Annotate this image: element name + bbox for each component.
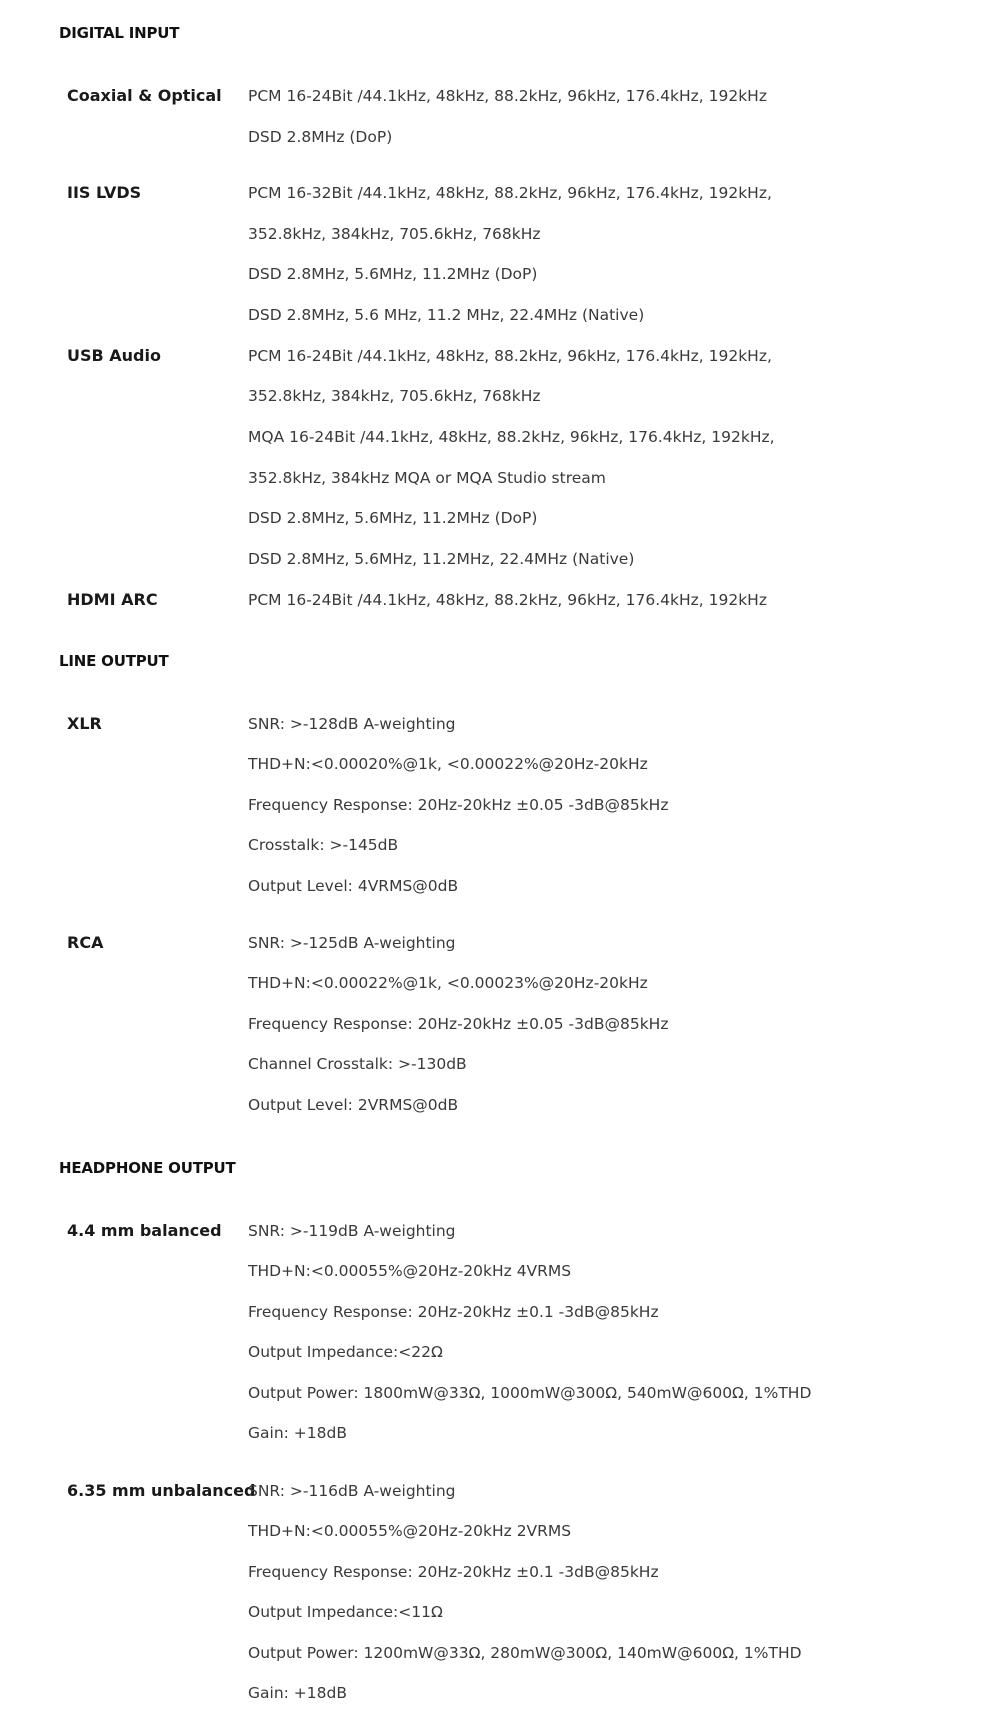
spec-line: DSD 2.8MHz, 5.6MHz, 11.2MHz (DoP) (248, 265, 538, 283)
spec-line: Output Power: 1800mW@33Ω, 1000mW@300Ω, 540mW@600Ω, 1%THD (248, 1384, 812, 1402)
section-title-headphone-output: HEADPHONE OUTPUT (59, 1159, 236, 1177)
spec-line: PCM 16-32Bit /44.1kHz, 48kHz, 88.2kHz, 96kHz, 176.4kHz, 192kHz, (248, 184, 772, 202)
group-label-4-4mm-balanced: 4.4 mm balanced (67, 1221, 222, 1240)
spec-line: Channel Crosstalk: >-130dB (248, 1055, 467, 1073)
spec-line: DSD 2.8MHz (DoP) (248, 128, 393, 146)
section-title-digital-input: DIGITAL INPUT (59, 24, 180, 42)
spec-line: DSD 2.8MHz, 5.6 MHz, 11.2 MHz, 22.4MHz (Native) (248, 306, 645, 324)
spec-line: PCM 16-24Bit /44.1kHz, 48kHz, 88.2kHz, 96kHz, 176.4kHz, 192kHz, (248, 347, 772, 365)
spec-line: SNR: >-116dB A-weighting (248, 1482, 456, 1500)
spec-line: 352.8kHz, 384kHz, 705.6kHz, 768kHz (248, 225, 541, 243)
spec-line: MQA 16-24Bit /44.1kHz, 48kHz, 88.2kHz, 96kHz, 176.4kHz, 192kHz, (248, 428, 775, 446)
spec-line: THD+N:<0.00055%@20Hz-20kHz 4VRMS (248, 1262, 572, 1280)
spec-line: THD+N:<0.00055%@20Hz-20kHz 2VRMS (248, 1522, 572, 1540)
section-title-line-output: LINE OUTPUT (59, 652, 169, 670)
spec-line: SNR: >-128dB A-weighting (248, 715, 456, 733)
spec-line: Output Impedance:<22Ω (248, 1343, 443, 1361)
group-label-coaxial-optical: Coaxial & Optical (67, 86, 222, 105)
group-label-usb-audio: USB Audio (67, 346, 161, 365)
spec-line: PCM 16-24Bit /44.1kHz, 48kHz, 88.2kHz, 96kHz, 176.4kHz, 192kHz (248, 87, 767, 105)
group-label-iis-lvds: IIS LVDS (67, 183, 142, 202)
group-label-rca: RCA (67, 933, 104, 952)
spec-line: Gain: +18dB (248, 1684, 347, 1702)
spec-line: Gain: +18dB (248, 1424, 347, 1442)
spec-line: PCM 16-24Bit /44.1kHz, 48kHz, 88.2kHz, 96kHz, 176.4kHz, 192kHz (248, 591, 767, 609)
spec-line: SNR: >-125dB A-weighting (248, 934, 456, 952)
group-label-xlr: XLR (67, 714, 102, 733)
spec-line: DSD 2.8MHz, 5.6MHz, 11.2MHz (DoP) (248, 509, 538, 527)
spec-line: 352.8kHz, 384kHz, 705.6kHz, 768kHz (248, 387, 541, 405)
spec-line: DSD 2.8MHz, 5.6MHz, 11.2MHz, 22.4MHz (Native) (248, 550, 635, 568)
spec-line: Frequency Response: 20Hz-20kHz ±0.05 -3dB@85kHz (248, 1015, 669, 1033)
spec-line: Output Level: 4VRMS@0dB (248, 877, 459, 895)
spec-line: Frequency Response: 20Hz-20kHz ±0.05 -3dB@85kHz (248, 796, 669, 814)
group-label-6-35mm-unbalanced: 6.35 mm unbalanced (67, 1481, 256, 1500)
spec-line: Frequency Response: 20Hz-20kHz ±0.1 -3dB@85kHz (248, 1303, 659, 1321)
spec-line: SNR: >-119dB A-weighting (248, 1222, 456, 1240)
spec-line: THD+N:<0.00020%@1k, <0.00022%@20Hz-20kHz (248, 755, 648, 773)
spec-line: THD+N:<0.00022%@1k, <0.00023%@20Hz-20kHz (248, 974, 648, 992)
spec-line: Frequency Response: 20Hz-20kHz ±0.1 -3dB@85kHz (248, 1563, 659, 1581)
spec-line: Output Power: 1200mW@33Ω, 280mW@300Ω, 140mW@600Ω, 1%THD (248, 1644, 802, 1662)
spec-line: 352.8kHz, 384kHz MQA or MQA Studio stream (248, 469, 606, 487)
spec-line: Output Level: 2VRMS@0dB (248, 1096, 459, 1114)
spec-line: Crosstalk: >-145dB (248, 836, 399, 854)
group-label-hdmi-arc: HDMI ARC (67, 590, 158, 609)
spec-line: Output Impedance:<11Ω (248, 1603, 443, 1621)
